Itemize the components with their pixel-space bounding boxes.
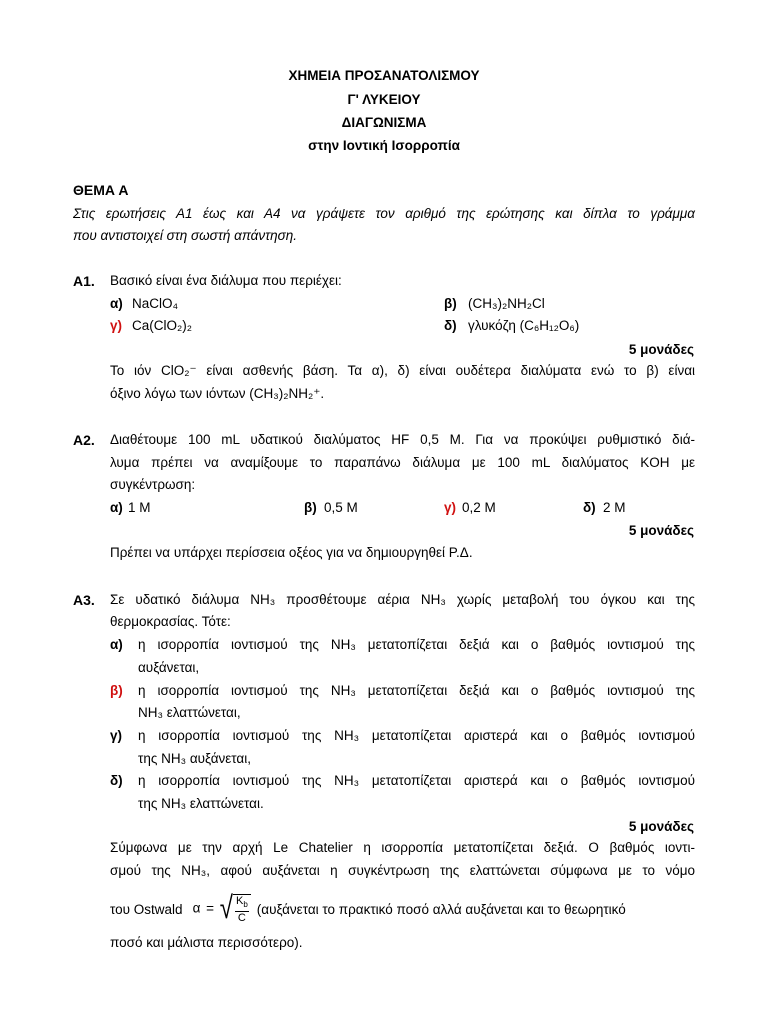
a3-option-d-line1: η ισορροπία ιοντισμού της NH₃ μετατοπίζεται αριστερά και ο βαθμός ιοντισμού (138, 773, 695, 788)
a1-option-b-text: (CH₃)₂NH₂Cl (468, 296, 545, 311)
a1-option-d-label: δ) (444, 318, 457, 333)
sqrt-icon: √ (219, 890, 233, 926)
formula-fraction (235, 895, 249, 924)
a3-explanation-2: σμού της NH₃, αφού αυξάνεται η συγκέντρωση της ελαττώνεται σύμφωνα με το νόμο (110, 863, 695, 878)
a3-explanation-3 (110, 889, 626, 929)
question-a2-line2: λυμα πρέπει να αναμίξουμε το παραπάνω διάλυμα με 100 mL διαλύματος KOH με (110, 455, 695, 470)
a3-option-b-line2: NH₃ ελαττώνεται, (138, 705, 241, 720)
a3-points: 5 μονάδες (628, 819, 694, 834)
question-number-a3: Α3. (73, 592, 95, 608)
a1-points: 5 μονάδες (628, 342, 694, 357)
formula-radicand (233, 894, 251, 924)
a1-option-c-text: Ca(ClO₂)₂ (132, 318, 192, 333)
a2-option-a-label: α) (110, 500, 123, 515)
theme-instructions-2: που αντιστοιχεί στη σωστή απάντηση. (73, 228, 298, 243)
a1-option-c-label: γ) (110, 318, 123, 333)
a3-option-b-label: β) (110, 683, 123, 698)
a2-option-c-text: 0,2 M (462, 500, 496, 515)
a3-option-c-line1: η ισορροπία ιοντισμού της NH₃ μετατοπίζεται αριστερά και ο βαθμός ιοντισμού (138, 728, 695, 743)
a2-explanation: Πρέπει να υπάρχει περίσσεια οξέος για να δημιουργηθεί Ρ.Δ. (110, 545, 473, 560)
question-number-a2: Α2. (73, 432, 95, 448)
theme-title: ΘΕΜΑ Α (73, 182, 129, 198)
formula-alpha: α (192, 900, 201, 916)
a3-option-a-line2: αυξάνεται, (138, 660, 200, 675)
a3-explanation-3-post: (αυξάνεται το πρακτικό ποσό αλλά αυξάνεται και το θεωρητικό (256, 901, 626, 917)
header-line2: Γ' ΛΥΚΕΙΟΥ (347, 92, 421, 107)
a1-explanation-2: όξινο λόγω των ιόντων (CH₃)₂NH₂⁺. (110, 386, 325, 401)
a3-explanation-1: Σύμφωνα με την αρχή Le Chatelier η ισορροπία μετατοπίζεται δεξιά. Ο βαθμός ιοντι- (110, 840, 695, 855)
a3-option-d-line2: της NH₃ ελαττώνεται. (138, 796, 264, 811)
a2-option-b-text: 0,5 M (324, 500, 358, 515)
a1-option-b-label: β) (444, 296, 457, 311)
header-line4: στην Ιοντική Ισορροπία (308, 138, 460, 153)
formula-numerator-sub: b (243, 900, 248, 910)
a3-option-d-label: δ) (110, 773, 123, 788)
a3-option-b-line1: η ισορροπία ιοντισμού της NH₃ μετατοπίζεται δεξιά και ο βαθμός ιοντισμού της (138, 683, 695, 698)
a1-option-a-text: NaClO₄ (132, 296, 179, 311)
question-a1-text: Βασικό είναι ένα διάλυμα που περιέχει: (110, 273, 342, 288)
a3-option-a-line1: η ισορροπία ιοντισμού της NH₃ μετατοπίζεται δεξιά και ο βαθμός ιοντισμού της (138, 637, 695, 652)
header-line3: ΔΙΑΓΩΝΙΣΜΑ (341, 115, 427, 130)
ostwald-formula (192, 890, 251, 926)
a3-option-a-label: α) (110, 637, 123, 652)
a3-explanation-4: ποσό και μάλιστα περισσότερο). (110, 935, 303, 950)
a2-points: 5 μονάδες (628, 523, 694, 538)
formula-numerator: K (235, 894, 244, 907)
formula-equals: = (206, 900, 215, 916)
a2-option-a-text: 1 M (128, 500, 151, 515)
a3-option-c-line2: της NH₃ αυξάνεται, (138, 751, 251, 766)
theme-instructions-1: Στις ερωτήσεις Α1 έως και Α4 να γράψετε τον αριθμό της ερώτησης και δίπλα το γράμμα (73, 206, 695, 221)
formula-denominator: C (237, 912, 246, 925)
header-line1: ΧΗΜΕΙΑ ΠΡΟΣΑΝΑΤΟΛΙΣΜΟΥ (288, 68, 480, 83)
a2-option-c-label: γ) (444, 500, 457, 515)
question-a2-line3: συγκέντρωση: (110, 477, 196, 492)
a1-explanation-1: Το ιόν ClO₂⁻ είναι ασθενής βάση. Τα α), δ) είναι ουδέτερα διαλύματα ενώ το β) είναι (110, 363, 695, 378)
a3-explanation-3-pre: του Ostwald (110, 901, 183, 917)
a1-option-d-text: γλυκόζη (C₆H₁₂O₆) (468, 318, 580, 333)
question-a2-line1: Διαθέτουμε 100 mL υδατικού διαλύματος HF 0,5 M. Για να προκύψει ρυθμιστικό διά- (110, 432, 695, 447)
a2-option-d-text: 2 M (603, 500, 626, 515)
a2-option-d-label: δ) (583, 500, 596, 515)
a3-option-c-label: γ) (110, 728, 123, 743)
a1-option-a-label: α) (110, 296, 123, 311)
a2-option-b-label: β) (304, 500, 317, 515)
question-number-a1: Α1. (73, 273, 95, 289)
question-a3-line2: θερμοκρασίας. Τότε: (110, 614, 231, 629)
question-a3-line1: Σε υδατικό διάλυμα NH₃ προσθέτουμε αέρια NH₃ χωρίς μεταβολή του όγκου και της (110, 592, 695, 607)
